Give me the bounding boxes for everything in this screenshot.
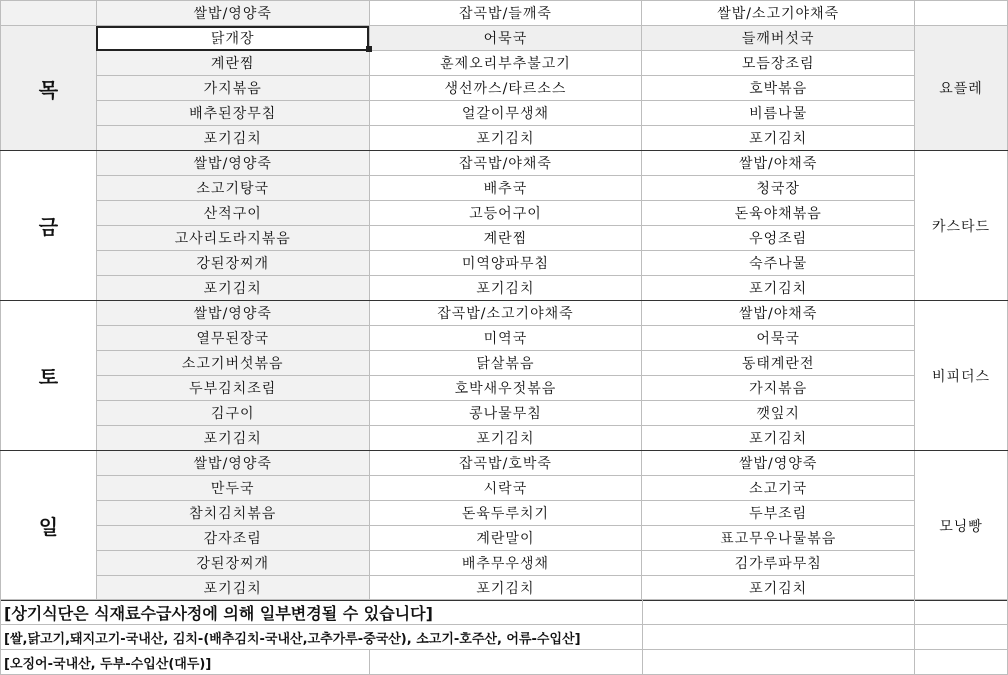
table-row	[1, 176, 1008, 201]
menu-cell[interactable]: 강된장찌개	[96, 551, 369, 576]
table-row	[1, 301, 1008, 326]
menu-cell[interactable]: 미역양파무침	[369, 251, 642, 276]
menu-cell[interactable]: 계란찜	[369, 226, 642, 251]
menu-cell[interactable]: 훈제오리부추불고기	[369, 51, 642, 76]
empty-cell[interactable]	[369, 650, 642, 675]
menu-cell[interactable]: 쌀밥/영양죽	[642, 451, 915, 476]
menu-cell[interactable]: 얼갈이무생채	[369, 101, 642, 126]
menu-cell[interactable]: 소고기국	[642, 476, 915, 501]
menu-cell[interactable]: 포기김치	[642, 126, 915, 151]
menu-cell[interactable]: 포기김치	[96, 276, 369, 301]
menu-cell[interactable]: 김구이	[96, 401, 369, 426]
menu-cell[interactable]: 계란찜	[96, 51, 369, 76]
note-cell[interactable]: [상기식단은 식재료수급사정에 의해 일부변경될 수 있습니다]	[1, 600, 643, 625]
menu-cell[interactable]: 고사리도라지볶음	[96, 226, 369, 251]
menu-cell[interactable]: 배추무우생채	[369, 551, 642, 576]
note-row	[1, 625, 1008, 650]
empty-cell[interactable]	[642, 625, 914, 650]
bread-cell[interactable]: 카스타드	[915, 151, 1008, 301]
menu-cell[interactable]: 우엉조림	[642, 226, 915, 251]
menu-cell[interactable]: 두부조림	[642, 501, 915, 526]
menu-cell[interactable]: 포기김치	[369, 426, 642, 451]
menu-cell[interactable]: 배추된장무침	[96, 101, 369, 126]
menu-cell[interactable]: 닭살볶음	[369, 351, 642, 376]
menu-cell[interactable]: 강된장찌개	[96, 251, 369, 276]
menu-cell[interactable]: 청국장	[642, 176, 915, 201]
table-row	[1, 351, 1008, 376]
menu-cell[interactable]: 소고기버섯볶음	[96, 351, 369, 376]
menu-cell[interactable]: 생선까스/타르소스	[369, 76, 642, 101]
bread-cell[interactable]: 모닝빵	[915, 451, 1008, 601]
bread-cell[interactable]	[915, 1, 1008, 26]
table-row	[1, 326, 1008, 351]
menu-cell[interactable]: 포기김치	[642, 426, 915, 451]
menu-cell[interactable]: 두부김치조림	[96, 376, 369, 401]
table-row	[1, 476, 1008, 501]
bread-cell[interactable]: 요플레	[915, 26, 1008, 151]
menu-cell[interactable]: 포기김치	[96, 576, 369, 601]
menu-cell[interactable]: 호박새우젓볶음	[369, 376, 642, 401]
day-label[interactable]: 토	[1, 301, 97, 451]
table-row	[1, 226, 1008, 251]
menu-cell[interactable]: 가지볶음	[642, 376, 915, 401]
table-row	[1, 51, 1008, 76]
table-row	[1, 376, 1008, 401]
table-row	[1, 26, 1008, 51]
menu-cell[interactable]: 들깨버섯국	[642, 26, 915, 51]
menu-cell[interactable]: 돈육야채볶음	[642, 201, 915, 226]
menu-cell[interactable]: 열무된장국	[96, 326, 369, 351]
menu-cell[interactable]: 포기김치	[96, 426, 369, 451]
menu-cell[interactable]: 포기김치	[369, 576, 642, 601]
menu-cell[interactable]: 소고기탕국	[96, 176, 369, 201]
table-row	[1, 526, 1008, 551]
empty-cell[interactable]	[642, 650, 914, 675]
note-cell[interactable]: [쌀,닭고기,돼지고기-국내산, 김치-(배추김치-국내산,고추가루-중국산), 소고기-호주산, 어류-수입산]	[1, 625, 643, 650]
table-row	[1, 276, 1008, 301]
menu-cell[interactable]: 포기김치	[642, 576, 915, 601]
menu-cell[interactable]: 동태계란전	[642, 351, 915, 376]
table-row	[1, 251, 1008, 276]
notes-section	[0, 599, 1008, 675]
table-row	[1, 126, 1008, 151]
menu-cell[interactable]: 시락국	[369, 476, 642, 501]
menu-cell[interactable]: 숙주나물	[642, 251, 915, 276]
menu-cell[interactable]: 쌀밥/야채죽	[642, 151, 915, 176]
menu-cell[interactable]: 고등어구이	[369, 201, 642, 226]
menu-cell[interactable]: 계란말이	[369, 526, 642, 551]
table-row	[1, 151, 1008, 176]
menu-cell[interactable]: 배추국	[369, 176, 642, 201]
menu-cell[interactable]: 호박볶음	[642, 76, 915, 101]
menu-cell[interactable]: 잡곡밥/야채죽	[369, 151, 642, 176]
table-row	[1, 426, 1008, 451]
menu-cell[interactable]: 포기김치	[642, 276, 915, 301]
note-cell[interactable]: [오징어-국내산, 두부-수입산(대두)]	[1, 650, 370, 675]
menu-cell[interactable]: 참치김치볶음	[96, 501, 369, 526]
note-row	[1, 650, 1008, 675]
menu-cell[interactable]: 쌀밥/영양죽	[96, 151, 369, 176]
menu-cell[interactable]: 산적구이	[96, 201, 369, 226]
menu-cell[interactable]: 어묵국	[369, 26, 642, 51]
menu-cell[interactable]: 잡곡밥/들깨죽	[369, 1, 642, 26]
bread-cell[interactable]: 비피더스	[915, 301, 1008, 451]
menu-cell[interactable]: 감자조림	[96, 526, 369, 551]
empty-cell[interactable]	[915, 650, 1008, 675]
menu-cell[interactable]: 어묵국	[642, 326, 915, 351]
day-label[interactable]: 금	[1, 151, 97, 301]
day-cell[interactable]	[1, 1, 97, 26]
table-row	[1, 201, 1008, 226]
table-row	[1, 401, 1008, 426]
menu-cell[interactable]: 가지볶음	[96, 76, 369, 101]
table-row	[1, 1, 1008, 26]
menu-cell[interactable]: 쌀밥/야채죽	[642, 301, 915, 326]
menu-cell[interactable]: 쌀밥/영양죽	[96, 451, 369, 476]
table-row	[1, 101, 1008, 126]
menu-cell[interactable]: 모듬장조림	[642, 51, 915, 76]
table-row	[1, 576, 1008, 601]
menu-cell[interactable]: 포기김치	[369, 126, 642, 151]
empty-cell[interactable]	[915, 625, 1008, 650]
menu-cell[interactable]: 닭개장	[96, 26, 369, 51]
note-row	[1, 600, 1008, 625]
empty-cell[interactable]	[642, 600, 914, 625]
empty-cell[interactable]	[915, 600, 1008, 625]
menu-cell[interactable]: 쌀밥/영양죽	[96, 301, 369, 326]
fill-handle[interactable]	[366, 46, 372, 52]
menu-cell[interactable]: 잡곡밥/호박죽	[369, 451, 642, 476]
menu-cell[interactable]: 포기김치	[369, 276, 642, 301]
table-row	[1, 501, 1008, 526]
menu-cell[interactable]: 쌀밥/소고기야채죽	[642, 1, 915, 26]
menu-cell[interactable]: 포기김치	[96, 126, 369, 151]
menu-cell[interactable]: 쌀밥/영양죽	[96, 1, 369, 26]
menu-cell[interactable]: 김가루파무침	[642, 551, 915, 576]
menu-cell[interactable]: 돈육두루치기	[369, 501, 642, 526]
menu-cell[interactable]: 미역국	[369, 326, 642, 351]
day-label[interactable]: 일	[1, 451, 97, 601]
menu-cell[interactable]: 만두국	[96, 476, 369, 501]
menu-cell[interactable]: 깻잎지	[642, 401, 915, 426]
menu-cell[interactable]: 비름나물	[642, 101, 915, 126]
menu-cell[interactable]: 잡곡밥/소고기야채죽	[369, 301, 642, 326]
table-row	[1, 76, 1008, 101]
day-label[interactable]: 목	[1, 26, 97, 151]
table-row	[1, 451, 1008, 476]
menu-cell[interactable]: 표고무우나물볶음	[642, 526, 915, 551]
table-row	[1, 551, 1008, 576]
menu-cell[interactable]: 콩나물무침	[369, 401, 642, 426]
